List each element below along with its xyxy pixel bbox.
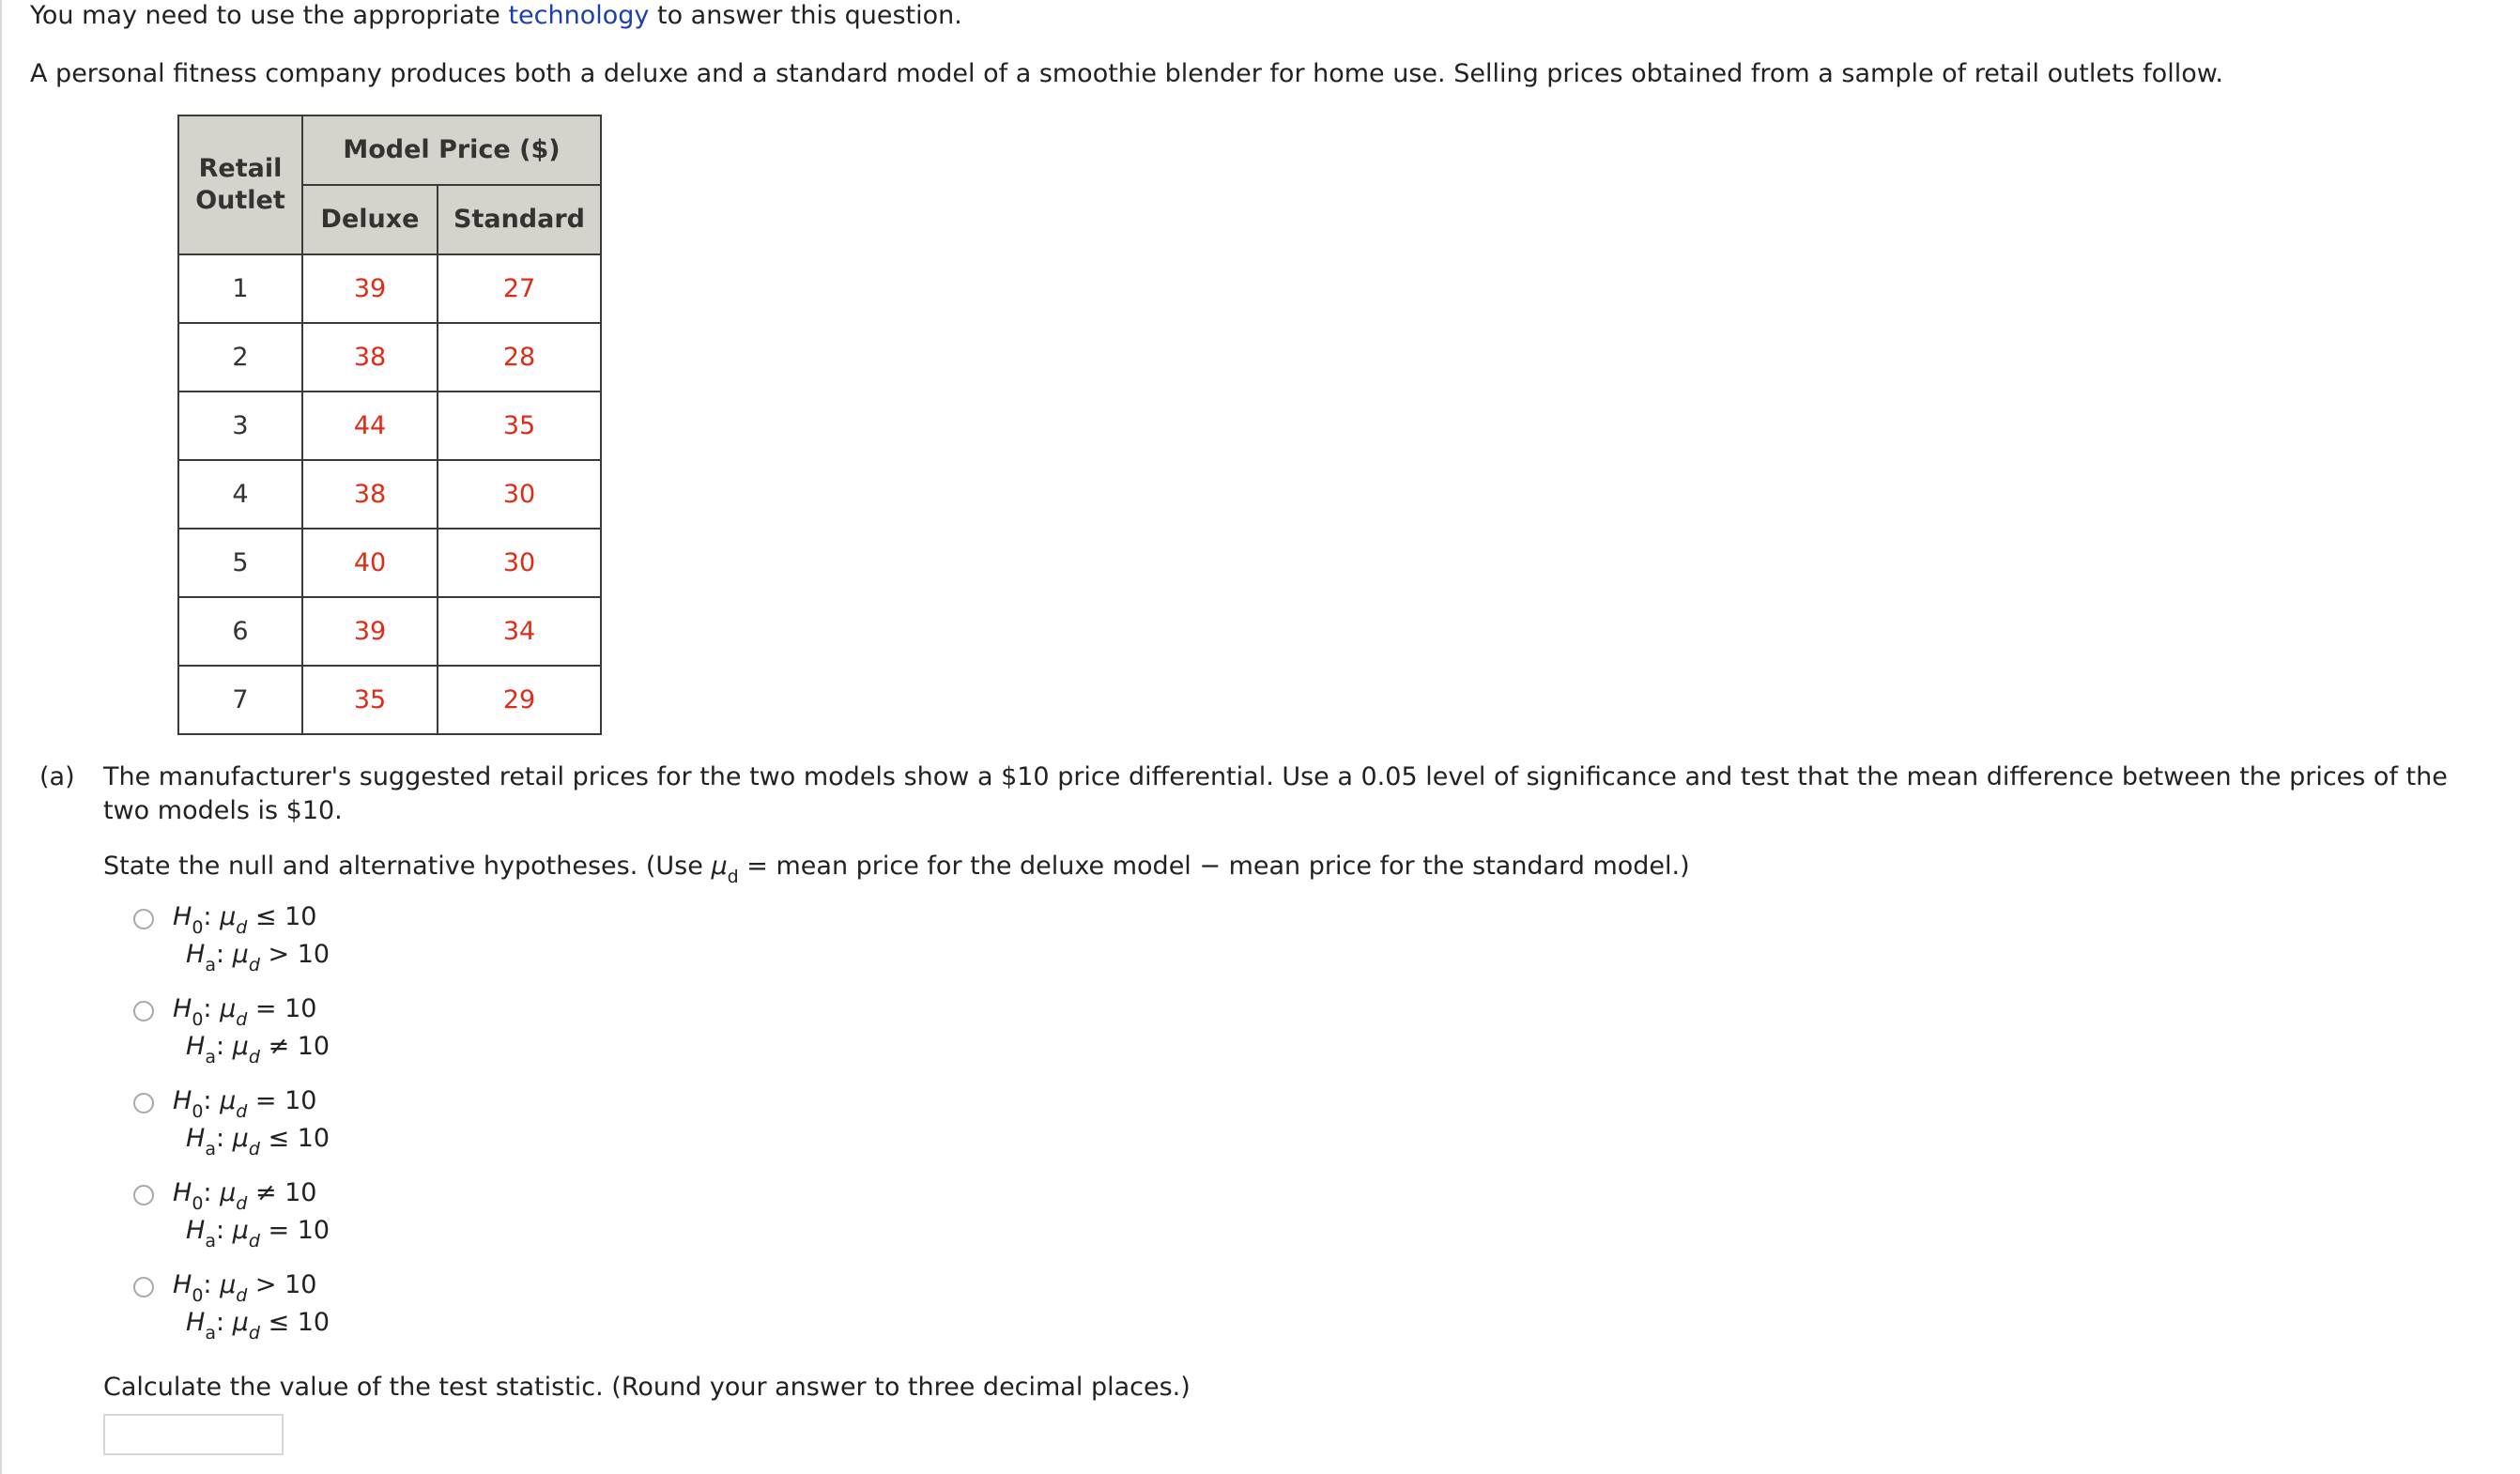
- part-a-label: (a): [39, 762, 75, 791]
- standard-cell: 34: [438, 597, 601, 666]
- header-retail-outlet: [178, 115, 302, 254]
- hypothesis-option-2[interactable]: [133, 995, 509, 1074]
- instruction-before: State the null and alternative hypotheses. (Use: [103, 852, 712, 881]
- standard-cell: 35: [438, 392, 601, 460]
- h0-subscript: 0: [192, 1285, 204, 1306]
- header-outlet-line1: Retail: [198, 154, 283, 183]
- deluxe-cell: 35: [302, 666, 438, 734]
- table-row: [178, 597, 601, 666]
- colon: :: [215, 1216, 233, 1245]
- table-row: [178, 529, 601, 597]
- hypotheses-instruction: [103, 850, 1690, 885]
- hypothesis-option-1[interactable]: [133, 903, 509, 982]
- alt-hypothesis: [186, 940, 330, 975]
- null-hypothesis: [173, 1086, 317, 1122]
- mu-subscript: d: [727, 867, 739, 887]
- alt-hypothesis: [186, 1308, 330, 1343]
- test-statistic-question: Calculate the value of the test statistic. (Round your answer to three decimal places.): [103, 1373, 1191, 1402]
- radio-button[interactable]: [133, 1185, 154, 1205]
- outlet-cell: 6: [178, 597, 302, 666]
- h0-subscript: 0: [192, 1009, 204, 1030]
- table-row: [178, 460, 601, 529]
- mu-subscript: d: [236, 1285, 248, 1306]
- h0-relation: > 10: [247, 1270, 317, 1299]
- mu-subscript: d: [248, 1231, 260, 1251]
- mu-symbol: μ: [232, 1124, 249, 1153]
- standard-cell: 28: [438, 323, 601, 392]
- deluxe-cell: 38: [302, 323, 438, 392]
- h0-relation: = 10: [247, 1086, 317, 1115]
- h-symbol: H: [173, 1086, 192, 1115]
- h-symbol: H: [186, 940, 206, 969]
- ha-subscript: a: [205, 1231, 216, 1251]
- test-statistic-input[interactable]: [103, 1414, 284, 1455]
- deluxe-cell: 38: [302, 460, 438, 529]
- mu-symbol: μ: [232, 1032, 249, 1061]
- null-hypothesis: [173, 1270, 317, 1306]
- mu-symbol: μ: [220, 1270, 237, 1299]
- part-a-text: The manufacturer's suggested retail prices for the two models show a $10 price differential. Use a 0.05 level of significance and test that the mean difference between the prices of the two models is $10.: [103, 762, 2448, 825]
- ha-subscript: a: [205, 1323, 216, 1343]
- h-symbol: H: [173, 1270, 192, 1299]
- outlet-cell: 5: [178, 529, 302, 597]
- mu-subscript: d: [248, 1323, 260, 1343]
- h0-subscript: 0: [192, 917, 204, 938]
- h-symbol: H: [173, 994, 192, 1023]
- mu-symbol: μ: [220, 902, 237, 931]
- mu-subscript: d: [236, 1193, 248, 1214]
- colon: :: [203, 1270, 221, 1299]
- mu-subscript: d: [236, 917, 248, 938]
- h-symbol: H: [186, 1032, 206, 1061]
- outlet-cell: 7: [178, 666, 302, 734]
- ha-relation: > 10: [259, 940, 330, 969]
- mu-symbol: μ: [220, 994, 237, 1023]
- alt-hypothesis: [186, 1216, 330, 1251]
- mu-symbol: μ: [232, 1308, 249, 1337]
- null-hypothesis: [173, 994, 317, 1030]
- mu-symbol: μ: [232, 940, 249, 969]
- h-symbol: H: [186, 1124, 206, 1153]
- mu-symbol: μ: [232, 1216, 249, 1245]
- deluxe-cell: 40: [302, 529, 438, 597]
- deluxe-cell: 44: [302, 392, 438, 460]
- header-model-price: Model Price ($): [302, 115, 601, 185]
- colon: :: [203, 1086, 221, 1115]
- hypothesis-option-5[interactable]: [133, 1271, 509, 1350]
- technology-link[interactable]: technology: [508, 1, 650, 30]
- mu-subscript: d: [248, 955, 260, 975]
- standard-cell: 29: [438, 666, 601, 734]
- ha-relation: ≤ 10: [259, 1124, 330, 1153]
- mu-symbol: μ: [711, 852, 728, 881]
- table-row: [178, 254, 601, 323]
- colon: :: [203, 1178, 221, 1207]
- price-table: [177, 115, 602, 735]
- outlet-cell: 3: [178, 392, 302, 460]
- colon: :: [215, 1124, 233, 1153]
- colon: :: [215, 1032, 233, 1061]
- instruction-after: = mean price for the deluxe model − mean price for the standard model.): [738, 852, 1690, 881]
- colon: :: [215, 940, 233, 969]
- deluxe-cell: 39: [302, 254, 438, 323]
- standard-cell: 30: [438, 529, 601, 597]
- header-standard: Standard: [438, 185, 601, 254]
- outlet-cell: 4: [178, 460, 302, 529]
- null-hypothesis: [173, 1178, 317, 1214]
- null-hypothesis: [173, 902, 317, 938]
- mu-symbol: μ: [220, 1178, 237, 1207]
- header-outlet-line2: Outlet: [195, 186, 285, 215]
- hypothesis-option-3[interactable]: [133, 1087, 509, 1166]
- h-symbol: H: [186, 1308, 206, 1337]
- header-deluxe: Deluxe: [302, 185, 438, 254]
- deluxe-cell: 39: [302, 597, 438, 666]
- ha-relation: ≠ 10: [259, 1032, 330, 1061]
- h-symbol: H: [173, 1178, 192, 1207]
- intro-before: You may need to use the appropriate: [30, 1, 509, 30]
- colon: :: [203, 994, 221, 1023]
- h-symbol: H: [186, 1216, 206, 1245]
- alt-hypothesis: [186, 1124, 330, 1159]
- h-symbol: H: [173, 902, 192, 931]
- h0-relation: ≠ 10: [247, 1178, 317, 1207]
- ha-subscript: a: [205, 955, 216, 975]
- problem-statement: A personal fitness company produces both a deluxe and a standard model of a smoothie blender for home use. Selling prices obtained from a sample of retail outlets follow.: [30, 59, 2223, 88]
- mu-subscript: d: [248, 1047, 260, 1067]
- h0-relation: = 10: [247, 994, 317, 1023]
- h0-subscript: 0: [192, 1193, 204, 1214]
- hypothesis-option-4[interactable]: [133, 1179, 509, 1258]
- radio-button[interactable]: [133, 1277, 154, 1297]
- mu-subscript: d: [236, 1101, 248, 1122]
- mu-subscript: d: [236, 1009, 248, 1030]
- alt-hypothesis: [186, 1032, 330, 1067]
- colon: :: [203, 902, 221, 931]
- outlet-cell: 2: [178, 323, 302, 392]
- mu-symbol: μ: [220, 1086, 237, 1115]
- radio-button[interactable]: [133, 1001, 154, 1021]
- colon: :: [215, 1308, 233, 1337]
- intro-text: [30, 0, 962, 32]
- h0-relation: ≤ 10: [247, 902, 317, 931]
- table-row: [178, 323, 601, 392]
- ha-subscript: a: [205, 1047, 216, 1067]
- mu-subscript: d: [248, 1139, 260, 1159]
- radio-button[interactable]: [133, 1093, 154, 1113]
- standard-cell: 30: [438, 460, 601, 529]
- radio-button[interactable]: [133, 909, 154, 929]
- table-row: [178, 666, 601, 734]
- table-row: [178, 392, 601, 460]
- standard-cell: 27: [438, 254, 601, 323]
- ha-relation: ≤ 10: [259, 1308, 330, 1337]
- ha-subscript: a: [205, 1139, 216, 1159]
- ha-relation: = 10: [259, 1216, 330, 1245]
- intro-after: to answer this question.: [649, 1, 962, 30]
- h0-subscript: 0: [192, 1101, 204, 1122]
- outlet-cell: 1: [178, 254, 302, 323]
